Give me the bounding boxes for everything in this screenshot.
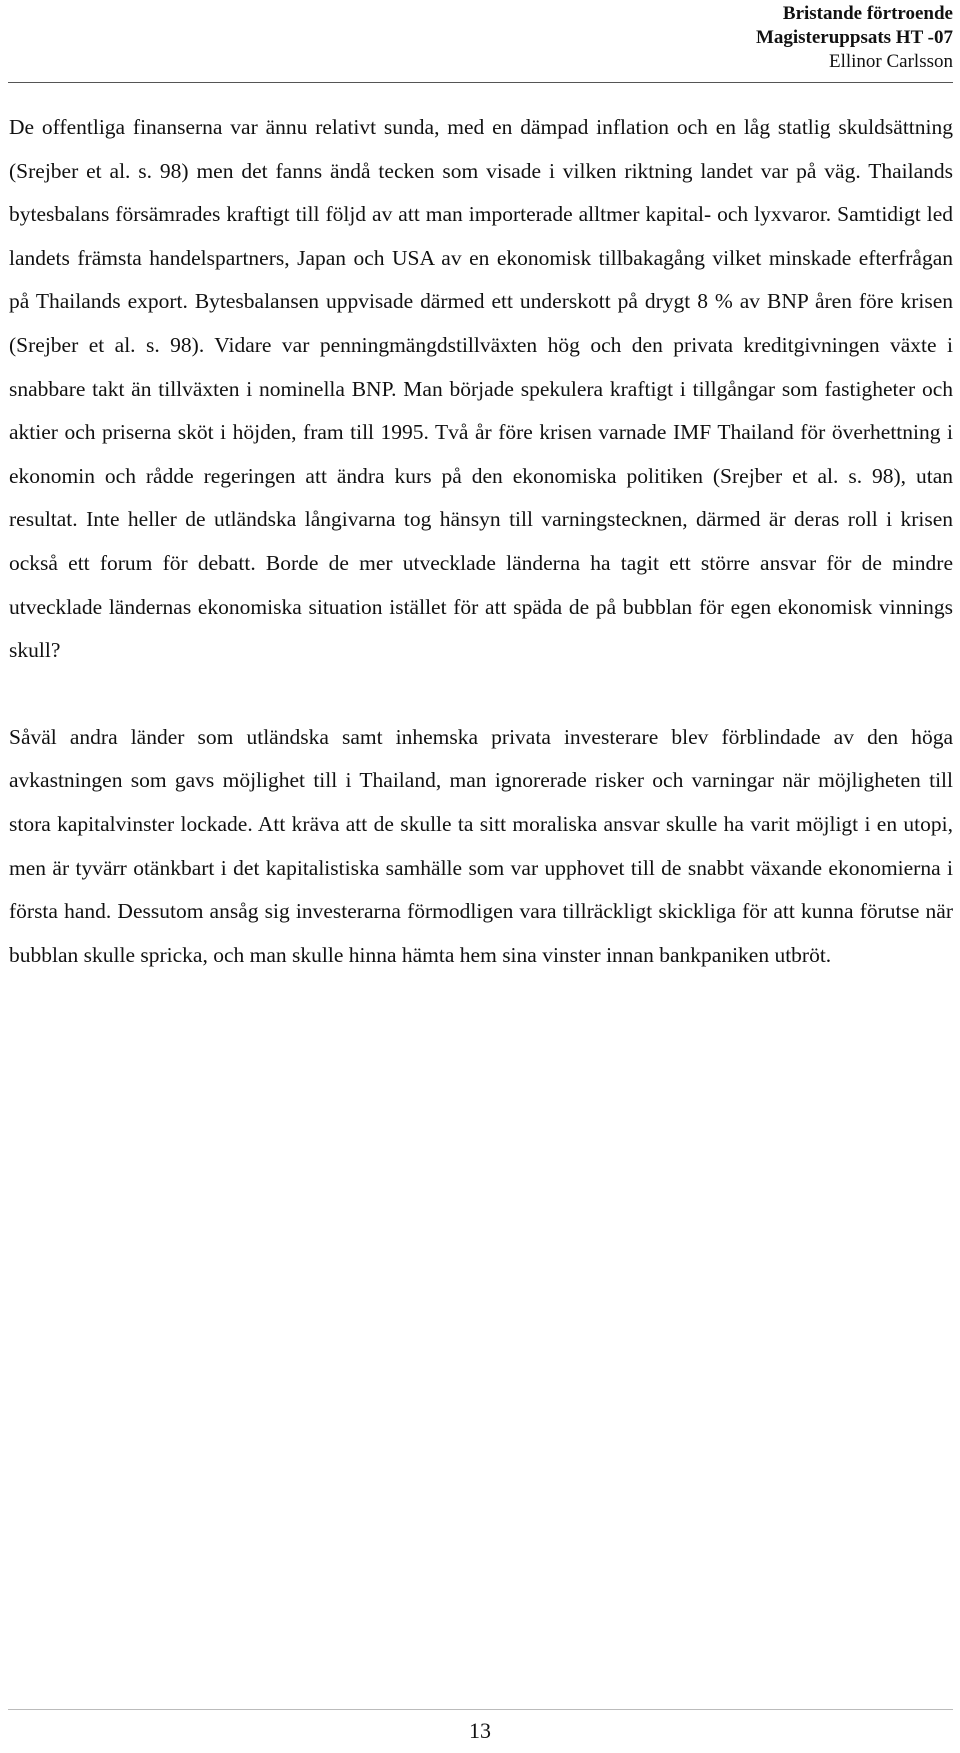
header-divider bbox=[8, 82, 953, 83]
header-subtitle: Magisteruppsats HT -07 bbox=[755, 27, 953, 48]
paragraph-2: Såväl andra länder som utländska samt inhemska privata investerare blev förblindade av den höga avkastningen som gavs möjlighet till i Thailand, man ignorerade risker och varningar när möjligheten till stora kapitalvinster lockade. Att kräva att de skulle ta sitt moraliska ansvar skulle ha varit möjligt i en utopi, men är tyvärr otänkbart i det kapitalistiska samhälle som var upphovet till de snabbt växande ekonomierna i första hand. Dessutom ansåg sig investerarna förmodligen vara tillräckligt skickliga för att kunna förutse när bubblan skulle spricka, och man skulle hinna hämta hem sina vinster innan bankpaniken utbröt. bbox=[9, 724, 953, 967]
running-header bbox=[313, 0, 953, 74]
paragraph-1: De offentliga finanserna var ännu relativt sunda, med en dämpad inflation och en låg statlig skuldsättning (Srejber et al. s. 98) men det fanns ändå tecken som visade i vilken riktning landet var på väg. Thailands bytesbalans försämrades kraftigt till följd av att man importerade alltmer kapital- och lyxvaror. Samtidigt led landets främsta handelspartners, Japan och USA av en ekonomisk tillbakagång vilket minskade efterfrågan på Thailands export. Bytesbalansen uppvisade därmed ett underskott på drygt 8 % av BNP åren före krisen (Srejber et al. s. 98). Vidare var penningmängdstillväxten hög och den privata kreditgivningen växte i snabbare takt än tillväxten i nominella BNP. Man började spekulera kraftigt i tillgångar som fastigheter och aktier och priserna sköt i höjden, fram till 1995. Två år före krisen varnade IMF Thailand för överhettning i ekonomin och rådde regeringen att ändra kurs på den ekonomiska politiken (Srejber et al. s. 98), utan resultat. Inte heller de utländska långivarna tog hänsyn till varningstecknen, därmed är deras roll i krisen också ett forum för debatt. Borde de mer utvecklade länderna ha tagit ett större ansvar för de mindre utvecklade ländernas ekonomiska situation istället för att späda de på bubblan för egen ekonomisk vinnings skull? bbox=[9, 115, 953, 663]
footer-divider bbox=[8, 1709, 953, 1710]
header-author: Ellinor Carlsson bbox=[828, 51, 953, 72]
page-number: 13 bbox=[469, 1718, 491, 1743]
header-title: Bristande förtroende bbox=[782, 3, 953, 24]
document-body bbox=[9, 106, 953, 977]
